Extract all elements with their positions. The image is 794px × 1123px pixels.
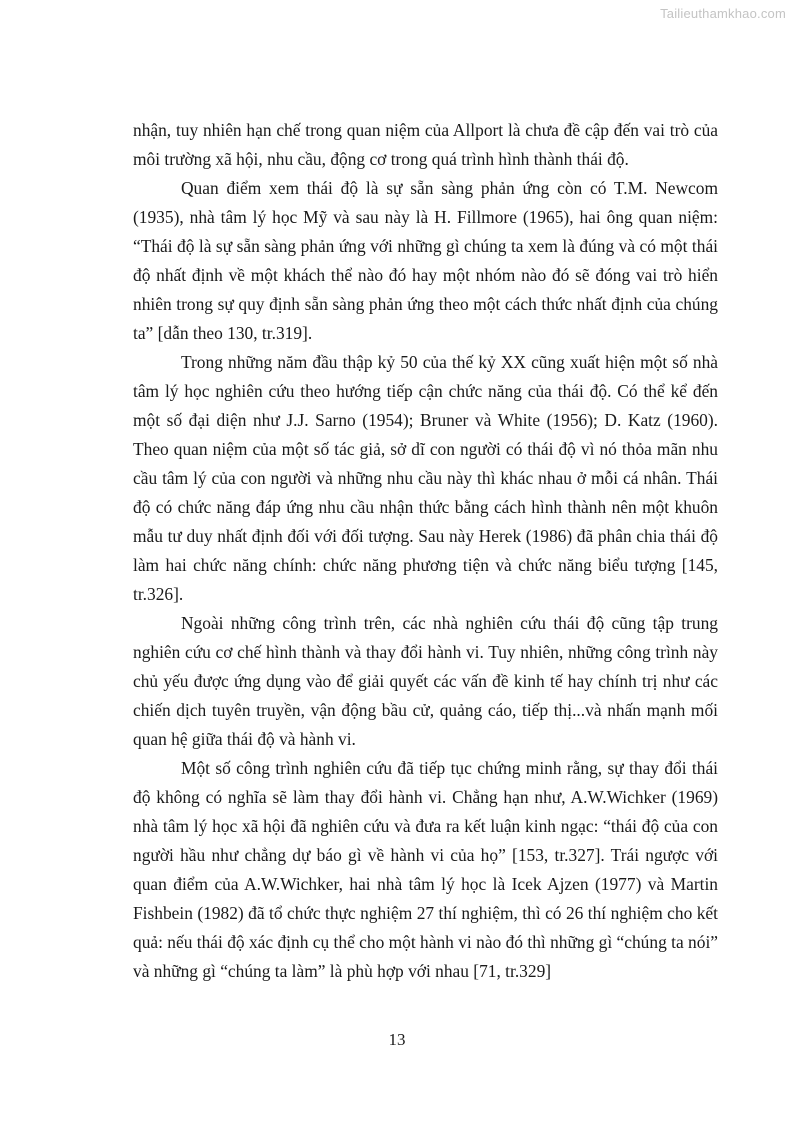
paragraph-attitude-behavior: Một số công trình nghiên cứu đã tiếp tục chứng minh rằng, sự thay đổi thái độ không có nghĩa sẽ làm thay đổi hành vi. Chẳng hạn như, A.W.Wichker (1969) nhà tâm lý học xã hội đã nghiên cứu và đưa ra kết luận kinh ngạc: “thái độ của con người hầu như chẳng dự báo gì về hành vi của họ” [153, tr.327]. Trái ngược với quan điểm của A.W.Wichker, hai nhà tâm lý học là Icek Ajzen (1977) và Martin Fishbein (1982) đã tổ chức thực nghiệm 27 thí nghiệm, thì có 26 thí nghiệm cho kết quả: nếu thái độ xác định cụ thể cho một hành vi nào đó thì những gì “chúng ta nói” và những gì “chúng ta làm” là phù hợp với nhau [71, tr.329] xyxy=(133,758,718,981)
page-number: 13 xyxy=(388,1030,406,1049)
paragraph-behavior-mechanism: Ngoài những công trình trên, các nhà nghiên cứu thái độ cũng tập trung nghiên cứu cơ chế hình thành và thay đổi hành vi. Tuy nhiên, những công trình này chủ yếu được ứng dụng vào để giải quyết các vấn đề kinh tế hay chính trị như các chiến dịch tuyên truyền, vận động bầu cử, quảng cáo, tiếp thị...và nhấn mạnh mối quan hệ giữa thái độ và hành vi. xyxy=(133,613,718,749)
paragraph-newcom: Quan điểm xem thái độ là sự sẵn sàng phản ứng còn có T.M. Newcom (1935), nhà tâm lý học Mỹ và sau này là H. Fillmore (1965), hai ông quan niệm: “Thái độ là sự sẵn sàng phản ứng với những gì chúng ta xem là đúng và có một thái độ nhất định về một khách thể nào đó hay một nhóm nào đó sẽ đóng vai trò hiển nhiên trong sự quy định sẵn sàng phản ứng theo một cách thức nhất định của chúng ta” [dẫn theo 130, tr.319]. xyxy=(133,178,718,343)
watermark-text: Tailieuthamkhao.com xyxy=(660,6,786,21)
paragraph-continuation: nhận, tuy nhiên hạn chế trong quan niệm của Allport là chưa đề cập đến vai trò của môi trường xã hội, nhu cầu, động cơ trong quá trình hình thành thái độ. xyxy=(133,120,718,169)
page-body xyxy=(133,116,718,986)
paragraph-functional-approach: Trong những năm đầu thập kỷ 50 của thế kỷ XX cũng xuất hiện một số nhà tâm lý học nghiên cứu theo hướng tiếp cận chức năng của thái độ. Có thể kể đến một số đại diện như J.J. Sarno (1954); Bruner và White (1956); D. Katz (1960). Theo quan niệm của một số tác giả, sở dĩ con người có thái độ vì nó thỏa mãn nhu cầu tâm lý của con người và những nhu cầu này thì khác nhau ở mỗi cá nhân. Thái độ có chức năng đáp ứng nhu cầu nhận thức bằng cách hình thành nên một khuôn mẫu tư duy nhất định đối với đối tượng. Sau này Herek (1986) đã phân chia thái độ làm hai chức năng chính: chức năng phương tiện và chức năng biểu tượng [145, tr.326]. xyxy=(133,352,718,604)
